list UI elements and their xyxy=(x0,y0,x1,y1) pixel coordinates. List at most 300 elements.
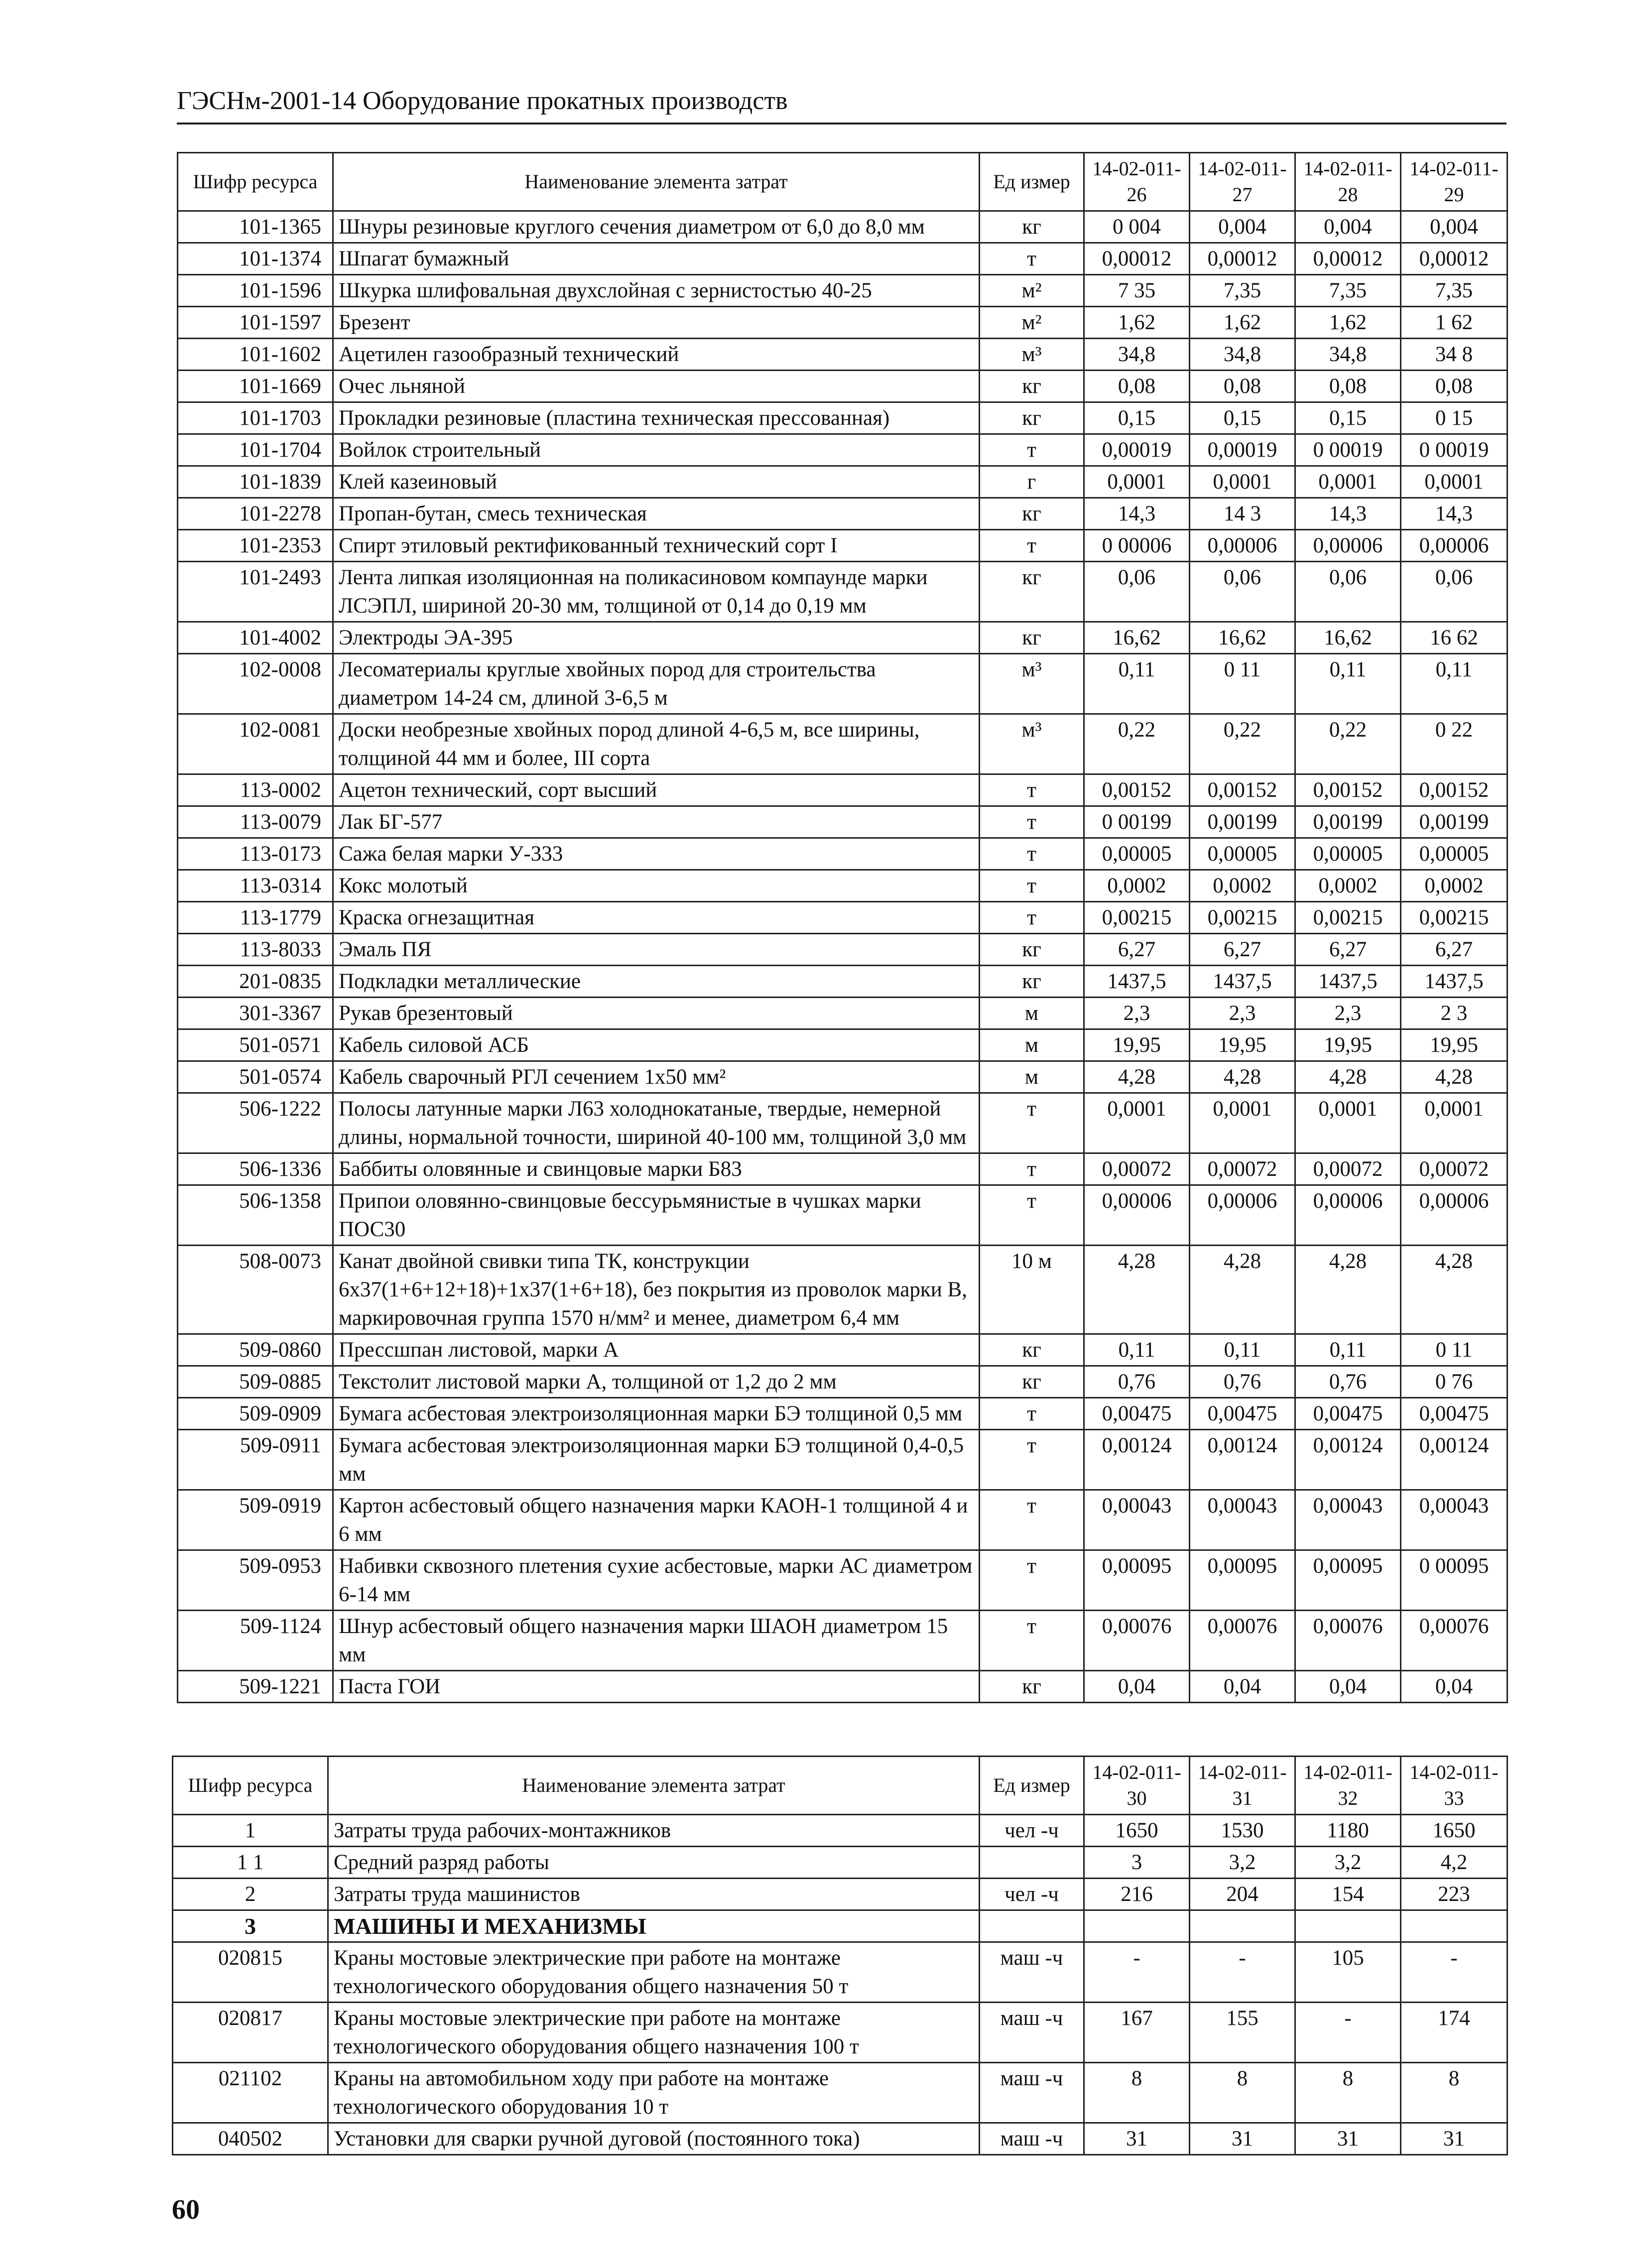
table-row xyxy=(178,1366,1508,1398)
unit-cell xyxy=(980,1847,1084,1879)
resource-code: 021102 xyxy=(173,2063,328,2123)
value-cell: 0,00095 xyxy=(1295,1550,1401,1611)
table-row xyxy=(178,1611,1508,1671)
table-row xyxy=(173,2003,1508,2063)
table-row xyxy=(178,530,1508,562)
value-cell: 0,00019 xyxy=(1190,434,1295,466)
unit-cell: маш -ч xyxy=(980,2003,1084,2063)
resource-code: 101-1703 xyxy=(178,402,333,434)
table-row xyxy=(178,211,1508,243)
value-cell: 0,0002 xyxy=(1401,870,1508,902)
value-cell: 1 62 xyxy=(1401,307,1508,339)
value-cell: 6,27 xyxy=(1401,934,1508,966)
unit-cell: т xyxy=(980,902,1084,934)
table-row xyxy=(178,1061,1508,1093)
resource-name: Эмаль ПЯ xyxy=(333,934,980,966)
value-cell: 0,00006 xyxy=(1190,1185,1295,1246)
value-cell: 0,00012 xyxy=(1401,243,1508,275)
resource-name: Кабель силовой АСБ xyxy=(333,1029,980,1061)
table-row xyxy=(173,1942,1508,2003)
unit-cell: кг xyxy=(980,1366,1084,1398)
value-cell: 0,00475 xyxy=(1295,1398,1401,1430)
resource-name: Затраты труда машинистов xyxy=(328,1879,980,1910)
value-cell: 0,00012 xyxy=(1084,243,1190,275)
labor-machines-table xyxy=(172,1756,1508,2155)
value-cell: 0 00019 xyxy=(1401,434,1508,466)
value-cell: 0,00199 xyxy=(1401,806,1508,838)
table-row xyxy=(173,2123,1508,2155)
resource-name: Подкладки металлические xyxy=(333,966,980,998)
resource-code: 113-0173 xyxy=(178,838,333,870)
resource-name: Лак БГ-577 xyxy=(333,806,980,838)
value-cell: 4,28 xyxy=(1190,1061,1295,1093)
value-cell: 31 xyxy=(1084,2123,1190,2155)
table-row xyxy=(178,934,1508,966)
table-row xyxy=(178,562,1508,622)
value-cell: 16,62 xyxy=(1084,622,1190,654)
table-row xyxy=(178,902,1508,934)
value-cell: 8 xyxy=(1190,2063,1295,2123)
unit-cell: маш -ч xyxy=(980,1942,1084,2003)
unit-cell: т xyxy=(980,774,1084,806)
table-row xyxy=(178,498,1508,530)
value-cell: 2,3 xyxy=(1084,998,1190,1029)
resource-name: Средний разряд работы xyxy=(328,1847,980,1879)
resource-name: Бумага асбестовая электроизоляционная марки БЭ толщиной 0,4-0,5 мм xyxy=(333,1430,980,1490)
value-cell: 0,0002 xyxy=(1084,870,1190,902)
unit-cell: маш -ч xyxy=(980,2123,1084,2155)
resource-code: 020815 xyxy=(173,1942,328,2003)
resource-name: Спирт этиловый ректификованный технический сорт I xyxy=(333,530,980,562)
table-row xyxy=(178,1550,1508,1611)
value-cell: 0,15 xyxy=(1190,402,1295,434)
resource-code: 506-1222 xyxy=(178,1093,333,1153)
value-cell: 7 35 xyxy=(1084,275,1190,307)
value-cell: 34,8 xyxy=(1190,339,1295,371)
unit-cell: м³ xyxy=(980,654,1084,714)
value-cell: 0,00152 xyxy=(1190,774,1295,806)
value-cell: 0,00215 xyxy=(1084,902,1190,934)
value-cell: 0,04 xyxy=(1295,1671,1401,1703)
value-cell: 204 xyxy=(1190,1879,1295,1910)
page-number: 60 xyxy=(172,2194,200,2225)
resource-code: 508-0073 xyxy=(178,1246,333,1334)
value-cell: 16,62 xyxy=(1190,622,1295,654)
resource-name: Доски необрезные хвойных пород длиной 4-6,5 м, все ширины, толщиной 44 мм и более, III сорта xyxy=(333,714,980,774)
value-cell: 4,28 xyxy=(1401,1246,1508,1334)
column-header: Шифр ресурса xyxy=(173,1757,328,1815)
resource-name: Краска огнезащитная xyxy=(333,902,980,934)
value-cell: 1530 xyxy=(1190,1815,1295,1847)
resource-code: 301-3367 xyxy=(178,998,333,1029)
table-row xyxy=(173,2063,1508,2123)
table-row xyxy=(178,806,1508,838)
value-cell: 0,00043 xyxy=(1401,1490,1508,1550)
value-cell: 0,00005 xyxy=(1084,838,1190,870)
value-cell: 0,0001 xyxy=(1295,1093,1401,1153)
value-cell: 0,0001 xyxy=(1084,466,1190,498)
unit-cell: т xyxy=(980,806,1084,838)
resource-name: Брезент xyxy=(333,307,980,339)
value-cell: 155 xyxy=(1190,2003,1295,2063)
resource-name: Прессшпан листовой, марки А xyxy=(333,1334,980,1366)
value-cell: 0,0001 xyxy=(1295,466,1401,498)
table-row xyxy=(178,307,1508,339)
value-cell: 0,00124 xyxy=(1295,1430,1401,1490)
resource-code: 101-1365 xyxy=(178,211,333,243)
column-header: 14-02-011-26 xyxy=(1084,153,1190,211)
value-cell: 0,004 xyxy=(1190,211,1295,243)
value-cell: 0 76 xyxy=(1401,1366,1508,1398)
value-cell xyxy=(1295,1910,1401,1942)
value-cell: 216 xyxy=(1084,1879,1190,1910)
resource-code: 020817 xyxy=(173,2003,328,2063)
value-cell: 3 xyxy=(1084,1847,1190,1879)
resource-name: Шнуры резиновые круглого сечения диаметром от 6,0 до 8,0 мм xyxy=(333,211,980,243)
value-cell: 0,08 xyxy=(1295,371,1401,402)
value-cell: 0,00152 xyxy=(1084,774,1190,806)
resource-name: Канат двойной свивки типа ТК, конструкции 6x37(1+6+12+18)+1x37(1+6+18), без покрытия из проволок марки В, маркировочная группа 1570 н/мм² и менее, диаметром 6,4 мм xyxy=(333,1246,980,1334)
value-cell: 34,8 xyxy=(1295,339,1401,371)
resource-code: 509-0919 xyxy=(178,1490,333,1550)
unit-cell: 10 м xyxy=(980,1246,1084,1334)
value-cell: 0,00006 xyxy=(1084,1185,1190,1246)
value-cell: 0,00043 xyxy=(1190,1490,1295,1550)
value-cell: 0,76 xyxy=(1190,1366,1295,1398)
resource-code: 1 xyxy=(173,1815,328,1847)
value-cell: 0,08 xyxy=(1190,371,1295,402)
value-cell: 6,27 xyxy=(1190,934,1295,966)
resource-code: 101-1597 xyxy=(178,307,333,339)
value-cell: 0,00215 xyxy=(1190,902,1295,934)
value-cell: 8 xyxy=(1295,2063,1401,2123)
column-header: 14-02-011-33 xyxy=(1401,1757,1508,1815)
value-cell: 0,06 xyxy=(1295,562,1401,622)
table-row xyxy=(178,622,1508,654)
value-cell: 0 22 xyxy=(1401,714,1508,774)
value-cell: 1437,5 xyxy=(1401,966,1508,998)
column-header: Наименование элемента затрат xyxy=(333,153,980,211)
value-cell: 0 00006 xyxy=(1084,530,1190,562)
value-cell: 0,00005 xyxy=(1295,838,1401,870)
table-row xyxy=(178,1153,1508,1185)
column-header: Шифр ресурса xyxy=(178,153,333,211)
value-cell: 0,11 xyxy=(1084,1334,1190,1366)
value-cell: 0,00006 xyxy=(1295,530,1401,562)
value-cell: 2,3 xyxy=(1295,998,1401,1029)
value-cell: 0,00006 xyxy=(1401,1185,1508,1246)
value-cell: 105 xyxy=(1295,1942,1401,2003)
unit-cell: т xyxy=(980,1153,1084,1185)
resource-code: 509-0909 xyxy=(178,1398,333,1430)
resource-code: 509-0953 xyxy=(178,1550,333,1611)
table-row xyxy=(178,402,1508,434)
unit-cell: м³ xyxy=(980,339,1084,371)
table-row xyxy=(178,466,1508,498)
unit-cell: чел -ч xyxy=(980,1879,1084,1910)
page-header: ГЭСНм-2001-14 Оборудование прокатных производств xyxy=(177,86,1507,125)
value-cell: 0,00475 xyxy=(1084,1398,1190,1430)
table-row xyxy=(178,966,1508,998)
value-cell: 34 8 xyxy=(1401,339,1508,371)
resource-name: Краны мостовые электрические при работе на монтаже технологического оборудования общего назначения 50 т xyxy=(328,1942,980,2003)
resource-name: Набивки сквозного плетения сухие асбестовые, марки АС диаметром 6-14 мм xyxy=(333,1550,980,1611)
value-cell: 6,27 xyxy=(1084,934,1190,966)
value-cell: - xyxy=(1401,1942,1508,2003)
resource-name: Очес льняной xyxy=(333,371,980,402)
value-cell xyxy=(1401,1910,1508,1942)
resource-code: 101-4002 xyxy=(178,622,333,654)
table-row xyxy=(178,870,1508,902)
value-cell: 0 11 xyxy=(1401,1334,1508,1366)
table-row xyxy=(178,654,1508,714)
table-row xyxy=(178,371,1508,402)
column-header: Ед измер xyxy=(980,1757,1084,1815)
resource-code: 509-1221 xyxy=(178,1671,333,1703)
resource-code: 3 xyxy=(173,1910,328,1942)
table-row xyxy=(173,1879,1508,1910)
value-cell: 4,28 xyxy=(1295,1246,1401,1334)
resource-code: 101-1602 xyxy=(178,339,333,371)
value-cell: 167 xyxy=(1084,2003,1190,2063)
unit-cell: кг xyxy=(980,966,1084,998)
resource-code: 501-0571 xyxy=(178,1029,333,1061)
resource-code: 113-0314 xyxy=(178,870,333,902)
resource-name: Лента липкая изоляционная на поликасиновом компаунде марки ЛСЭПЛ, шириной 20-30 мм, толщиной от 0,14 до 0,19 мм xyxy=(333,562,980,622)
resource-code: 101-1669 xyxy=(178,371,333,402)
value-cell: 0,0001 xyxy=(1401,466,1508,498)
resource-code: 113-0002 xyxy=(178,774,333,806)
value-cell: 154 xyxy=(1295,1879,1401,1910)
table-row xyxy=(178,243,1508,275)
value-cell: 8 xyxy=(1084,2063,1190,2123)
resource-name: Кабель сварочный РГЛ сечением 1x50 мм² xyxy=(333,1061,980,1093)
value-cell: 1,62 xyxy=(1190,307,1295,339)
unit-cell: т xyxy=(980,530,1084,562)
resource-name: Припои оловянно-свинцовые бессурьмянистые в чушках марки ПОС30 xyxy=(333,1185,980,1246)
unit-cell: м xyxy=(980,998,1084,1029)
value-cell: 19,95 xyxy=(1084,1029,1190,1061)
unit-cell: кг xyxy=(980,498,1084,530)
value-cell: 14 3 xyxy=(1190,498,1295,530)
table-row xyxy=(178,998,1508,1029)
value-cell: 34,8 xyxy=(1084,339,1190,371)
column-header: Ед измер xyxy=(980,153,1084,211)
value-cell: 0,00012 xyxy=(1190,243,1295,275)
value-cell: 0,00076 xyxy=(1084,1611,1190,1671)
value-cell: 223 xyxy=(1401,1879,1508,1910)
resource-code: 2 xyxy=(173,1879,328,1910)
value-cell: 16 62 xyxy=(1401,622,1508,654)
value-cell: 0 15 xyxy=(1401,402,1508,434)
resource-code: 102-0081 xyxy=(178,714,333,774)
resource-code: 509-0860 xyxy=(178,1334,333,1366)
value-cell: 0,00095 xyxy=(1190,1550,1295,1611)
value-cell: 0,22 xyxy=(1190,714,1295,774)
value-cell: 0,00199 xyxy=(1295,806,1401,838)
unit-cell: кг xyxy=(980,211,1084,243)
value-cell: 1437,5 xyxy=(1190,966,1295,998)
value-cell: - xyxy=(1190,1942,1295,2003)
value-cell: 0,004 xyxy=(1401,211,1508,243)
value-cell: 0,00005 xyxy=(1401,838,1508,870)
unit-cell: т xyxy=(980,1185,1084,1246)
resource-name: Шпагат бумажный xyxy=(333,243,980,275)
value-cell xyxy=(1084,1910,1190,1942)
value-cell: 0,00043 xyxy=(1084,1490,1190,1550)
value-cell: 19,95 xyxy=(1401,1029,1508,1061)
resource-code: 113-1779 xyxy=(178,902,333,934)
value-cell: 4,28 xyxy=(1401,1061,1508,1093)
column-header: 14-02-011-29 xyxy=(1401,153,1508,211)
resource-name: Краны на автомобильном ходу при работе на монтаже технологического оборудования 10 т xyxy=(328,2063,980,2123)
table-row xyxy=(178,434,1508,466)
resource-name: Пропан-бутан, смесь техническая xyxy=(333,498,980,530)
value-cell: 0,11 xyxy=(1401,654,1508,714)
column-header: 14-02-011-32 xyxy=(1295,1757,1401,1815)
resource-name: Текстолит листовой марки А, толщиной от 1,2 до 2 мм xyxy=(333,1366,980,1398)
unit-cell: т xyxy=(980,870,1084,902)
unit-cell: т xyxy=(980,434,1084,466)
resource-name: Шкурка шлифовальная двухслойная с зернистостью 40-25 xyxy=(333,275,980,307)
materials-table xyxy=(177,152,1508,1703)
value-cell: 0,00124 xyxy=(1401,1430,1508,1490)
resource-code: 113-8033 xyxy=(178,934,333,966)
unit-cell: кг xyxy=(980,934,1084,966)
value-cell: - xyxy=(1084,1942,1190,2003)
value-cell: 3,2 xyxy=(1295,1847,1401,1879)
table-row xyxy=(178,1334,1508,1366)
value-cell: 1,62 xyxy=(1084,307,1190,339)
value-cell: 0 004 xyxy=(1084,211,1190,243)
table-row xyxy=(178,1093,1508,1153)
resource-name: Кокс молотый xyxy=(333,870,980,902)
value-cell: 0,00076 xyxy=(1190,1611,1295,1671)
value-cell: 0,0001 xyxy=(1190,1093,1295,1153)
value-cell: 0,00006 xyxy=(1295,1185,1401,1246)
resource-code: 1 1 xyxy=(173,1847,328,1879)
value-cell: 7,35 xyxy=(1401,275,1508,307)
value-cell: 0,00475 xyxy=(1190,1398,1295,1430)
value-cell: 0,08 xyxy=(1401,371,1508,402)
value-cell: 0 00019 xyxy=(1295,434,1401,466)
column-header: 14-02-011-30 xyxy=(1084,1757,1190,1815)
resource-name: Ацетилен газообразный технический xyxy=(333,339,980,371)
value-cell: 0,00012 xyxy=(1295,243,1401,275)
value-cell xyxy=(1190,1910,1295,1942)
resource-code: 101-2353 xyxy=(178,530,333,562)
value-cell: 0,00072 xyxy=(1401,1153,1508,1185)
value-cell: 0,00072 xyxy=(1190,1153,1295,1185)
value-cell: 0,04 xyxy=(1401,1671,1508,1703)
value-cell: 19,95 xyxy=(1295,1029,1401,1061)
resource-name: Краны мостовые электрические при работе на монтаже технологического оборудования общего назначения 100 т xyxy=(328,2003,980,2063)
value-cell: 0,00152 xyxy=(1295,774,1401,806)
value-cell: 0,0001 xyxy=(1190,466,1295,498)
unit-cell: кг xyxy=(980,1334,1084,1366)
resource-code: 201-0835 xyxy=(178,966,333,998)
resource-code: 509-0885 xyxy=(178,1366,333,1398)
unit-cell: кг xyxy=(980,1671,1084,1703)
value-cell: 0,06 xyxy=(1084,562,1190,622)
value-cell: 174 xyxy=(1401,2003,1508,2063)
value-cell: 7,35 xyxy=(1295,275,1401,307)
value-cell: 0,11 xyxy=(1295,1334,1401,1366)
resource-name: МАШИНЫ И МЕХАНИЗМЫ xyxy=(328,1910,980,1942)
value-cell: 0,00019 xyxy=(1084,434,1190,466)
value-cell: 1,62 xyxy=(1295,307,1401,339)
resource-code: 102-0008 xyxy=(178,654,333,714)
resource-code: 040502 xyxy=(173,2123,328,2155)
value-cell: 0 00095 xyxy=(1401,1550,1508,1611)
resource-code: 506-1358 xyxy=(178,1185,333,1246)
table-row xyxy=(173,1847,1508,1879)
table-row xyxy=(178,1671,1508,1703)
table-row xyxy=(178,1398,1508,1430)
resource-name: Сажа белая марки У-333 xyxy=(333,838,980,870)
value-cell: 4,28 xyxy=(1084,1246,1190,1334)
value-cell: 0,76 xyxy=(1084,1366,1190,1398)
resource-name: Клей казеиновый xyxy=(333,466,980,498)
unit-cell: м xyxy=(980,1061,1084,1093)
resource-code: 101-1704 xyxy=(178,434,333,466)
value-cell: 0,00072 xyxy=(1295,1153,1401,1185)
value-cell: 2,3 xyxy=(1190,998,1295,1029)
unit-cell: т xyxy=(980,243,1084,275)
value-cell: 1650 xyxy=(1401,1815,1508,1847)
column-header: 14-02-011-31 xyxy=(1190,1757,1295,1815)
table-row xyxy=(178,275,1508,307)
table-row xyxy=(178,1490,1508,1550)
value-cell: 0,08 xyxy=(1084,371,1190,402)
unit-cell: кг xyxy=(980,562,1084,622)
column-header: Наименование элемента затрат xyxy=(328,1757,980,1815)
resource-name: Шнур асбестовый общего назначения марки ШАОН диаметром 15 мм xyxy=(333,1611,980,1671)
resource-name: Затраты труда рабочих-монтажников xyxy=(328,1815,980,1847)
value-cell: 4,28 xyxy=(1295,1061,1401,1093)
resource-name: Войлок строительный xyxy=(333,434,980,466)
value-cell: 0,00152 xyxy=(1401,774,1508,806)
value-cell: 0,00076 xyxy=(1295,1611,1401,1671)
value-cell: 0,11 xyxy=(1084,654,1190,714)
resource-code: 101-1596 xyxy=(178,275,333,307)
value-cell: 0,0002 xyxy=(1295,870,1401,902)
value-cell: 0,00124 xyxy=(1084,1430,1190,1490)
value-cell: 1650 xyxy=(1084,1815,1190,1847)
value-cell: 0,0001 xyxy=(1401,1093,1508,1153)
resource-name: Электроды ЭА-395 xyxy=(333,622,980,654)
value-cell: 0,0001 xyxy=(1084,1093,1190,1153)
value-cell: 0,15 xyxy=(1295,402,1401,434)
value-cell: 0,00043 xyxy=(1295,1490,1401,1550)
resource-name: Картон асбестовый общего назначения марки КАОН-1 толщиной 4 и 6 мм xyxy=(333,1490,980,1550)
resource-code: 509-0911 xyxy=(178,1430,333,1490)
value-cell: 1437,5 xyxy=(1084,966,1190,998)
value-cell: 19,95 xyxy=(1190,1029,1295,1061)
value-cell: 0 00199 xyxy=(1084,806,1190,838)
unit-cell: т xyxy=(980,1611,1084,1671)
value-cell: 0,15 xyxy=(1084,402,1190,434)
column-header: 14-02-011-28 xyxy=(1295,153,1401,211)
table-row xyxy=(178,1029,1508,1061)
unit-cell: кг xyxy=(980,402,1084,434)
resource-code: 101-1839 xyxy=(178,466,333,498)
value-cell: 0,004 xyxy=(1295,211,1401,243)
value-cell: 31 xyxy=(1295,2123,1401,2155)
unit-cell: м² xyxy=(980,275,1084,307)
table-row xyxy=(178,339,1508,371)
resource-name: Бумага асбестовая электроизоляционная марки БЭ толщиной 0,5 мм xyxy=(333,1398,980,1430)
